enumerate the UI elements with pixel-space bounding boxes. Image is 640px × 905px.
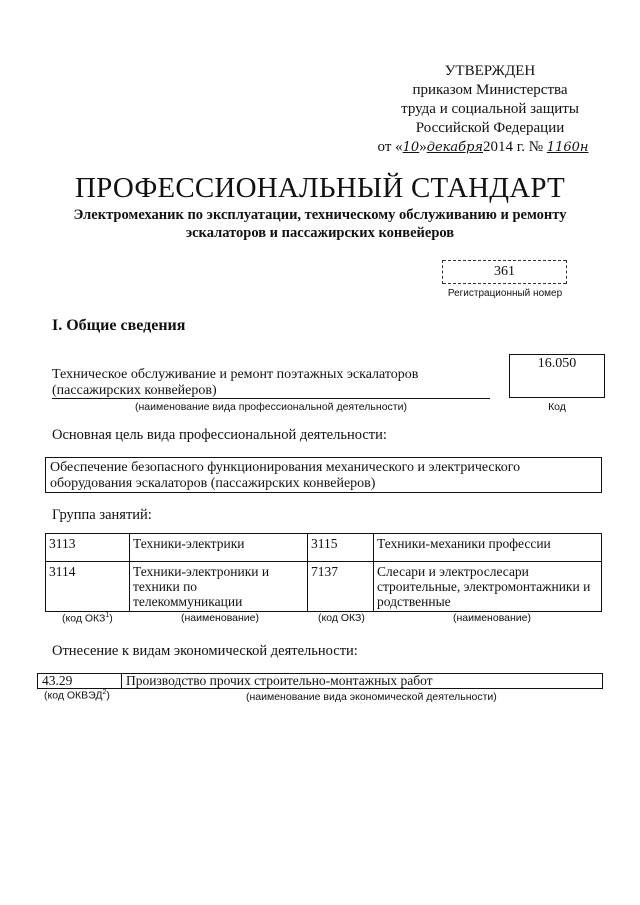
date-month: декабря [426, 140, 484, 155]
table-row [46, 534, 602, 562]
goal-label: Основная цель вида профессиональной деятельности: [52, 427, 387, 443]
code-caption: Код [548, 401, 566, 413]
approval-line-4: Российской Федерации [415, 120, 565, 136]
activity-code: 16.050 [537, 356, 577, 371]
okved-caption-close: ) [106, 689, 110, 702]
economic-activity-label: Отнесение к видам экономической деятельности: [52, 643, 358, 659]
table-row [46, 562, 602, 612]
date-mid: » [419, 139, 427, 155]
registration-number-box [443, 260, 566, 284]
occupation-name-cell: Техники-электрики [130, 534, 308, 562]
occupation-groups-table [45, 533, 602, 612]
group-label: Группа занятий: [52, 507, 152, 523]
name-caption-2: (наименование) [453, 612, 531, 624]
okz-code-caption-2: (код ОКЗ) [318, 612, 365, 624]
activity-name: Техническое обслуживание и ремонт поэтажных эскалаторов (пассажирских конвейеров) [52, 367, 419, 398]
approval-date-line [376, 138, 590, 157]
table-row [38, 674, 603, 689]
date-year: 2014 г. № [483, 139, 544, 155]
occupation-name-cell: Техники-механики профессии [374, 534, 602, 562]
registration-number: 361 [494, 264, 515, 279]
date-day: 10 [402, 140, 420, 155]
activity-underline [52, 398, 490, 399]
okz-code-cell: 3113 [46, 534, 130, 562]
subtitle-line-2: эскалаторов и пассажирских конвейеров [185, 225, 455, 241]
name-caption-1: (наименование) [181, 612, 259, 624]
okz-code-cell: 7137 [308, 562, 374, 612]
document-title: ПРОФЕССИОНАЛЬНЫЙ СТАНДАРТ [75, 172, 565, 204]
okz-code-caption [62, 612, 113, 625]
activity-code-box [509, 354, 605, 398]
okved-code-cell: 43.29 [38, 674, 122, 689]
registration-label: Регистрационный номер [447, 288, 563, 299]
footnote-ref: 2 [102, 689, 107, 696]
okved-caption-text: (код ОКВЭД [44, 689, 103, 702]
okz-caption-close: ) [109, 612, 113, 625]
occupation-name-cell: Слесари и электрослесари строительные, электромонтажники и родственные [374, 562, 602, 612]
approval-line-1: УТВЕРЖДЕН [444, 63, 536, 79]
approval-block [377, 62, 590, 157]
okved-name-caption: (наименование вида экономической деятельности) [246, 691, 497, 703]
occupation-name-cell: Техники-электроники и техники по телекоммуникации [130, 562, 308, 612]
date-prefix: от « [377, 139, 403, 155]
okz-code-cell: 3114 [46, 562, 130, 612]
okved-table [37, 673, 603, 689]
okz-caption-text: (код ОКЗ [62, 612, 106, 625]
okved-code-caption [44, 689, 110, 702]
okved-name-cell: Производство прочих строительно-монтажных работ [122, 674, 603, 689]
approval-line-3: труда и социальной защиты [401, 101, 579, 117]
okz-code-cell: 3115 [308, 534, 374, 562]
activity-caption: (наименование вида профессиональной деятельности) [135, 401, 407, 413]
approval-line-2: приказом Министерства [412, 82, 568, 98]
subtitle-line-1: Электромеханик по эксплуатации, техническому обслуживанию и ремонту [73, 207, 567, 223]
goal-text: Обеспечение безопасного функционирования механического и электрического оборудования эскалаторов (пассажирских конвейеров) [50, 460, 521, 491]
order-number: 1160н [546, 140, 589, 155]
section-heading: I. Общие сведения [52, 317, 186, 334]
document-subtitle [40, 206, 600, 242]
goal-box [45, 457, 602, 493]
footnote-ref: 1 [105, 612, 110, 619]
